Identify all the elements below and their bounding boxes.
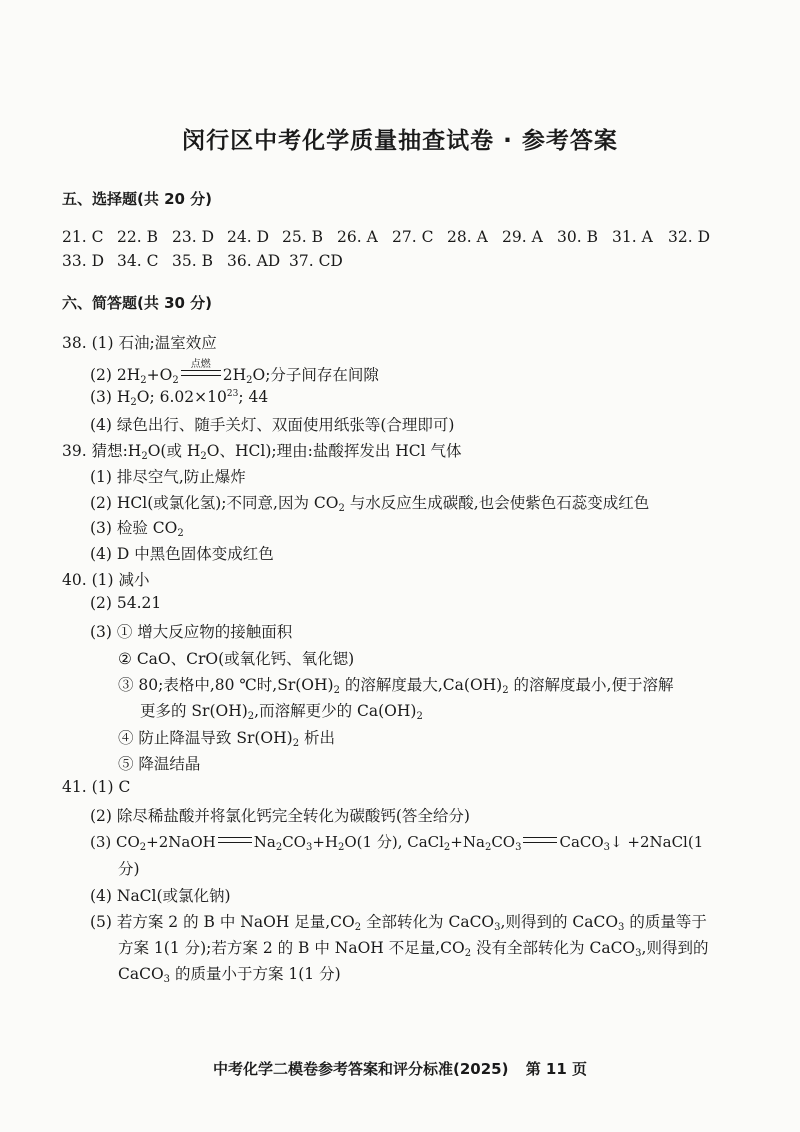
answer-text: 39. 猜想:H xyxy=(62,442,142,460)
q40-part-3-5: ⑤ 降温结晶 xyxy=(118,755,201,773)
page-title: 闵行区中考化学质量抽查试卷 · 参考答案 xyxy=(182,128,618,154)
subscript: 2 xyxy=(484,842,492,853)
mcq-answer: 30. B xyxy=(557,228,598,246)
mcq-answer: 35. B xyxy=(172,252,213,270)
answer-text: 方案 1(1 分);若方案 2 的 B 中 NaOH 不足量,CO xyxy=(118,939,465,957)
subscript: 2 xyxy=(177,528,184,539)
footer-text: 中考化学二模卷参考答案和评分标准(2025) xyxy=(212,1060,509,1078)
answer-text: ↓ +2NaCl(1 xyxy=(610,833,704,851)
answer-text: (3) H xyxy=(90,388,131,406)
mcq-answers-row-2 xyxy=(62,252,344,270)
mcq-answer: 33. D xyxy=(62,252,105,270)
answer-text: O(或 H xyxy=(147,442,201,460)
answer-text: +H xyxy=(312,833,338,851)
subscript: 3 xyxy=(305,842,313,853)
q40-part-3-4 xyxy=(118,726,335,749)
mcq-answer: 29. A xyxy=(502,228,543,246)
mcq-answer: 22. B xyxy=(117,228,158,246)
mcq-answer: 31. A xyxy=(612,228,653,246)
subscript: 2 xyxy=(246,375,253,386)
answer-text: 的溶解度最小,便于溶解 xyxy=(508,676,674,694)
q41-part-3-cont: 分) xyxy=(118,860,140,878)
q41-part-2: (2) 除尽稀盐酸并将氯化钙完全转化为碳酸钙(答全给分) xyxy=(90,807,470,825)
answer-text: 与水反应生成碳酸,也会使紫色石蕊变成红色 xyxy=(344,494,650,512)
subscript: 2 xyxy=(333,685,340,696)
mcq-answer: 23. D xyxy=(172,228,215,246)
mcq-answer: 25. B xyxy=(282,228,323,246)
answer-text: 析出 xyxy=(299,729,336,747)
answer-text: ③ 80;表格中,80 ℃时,Sr(OH) xyxy=(118,676,334,694)
q38-part-2 xyxy=(90,359,379,386)
mcq-answer: 36. AD xyxy=(227,252,281,270)
q40-part-2: (2) 54.21 xyxy=(90,594,162,612)
mcq-answer: 21. C xyxy=(62,228,104,246)
q39-heading xyxy=(62,439,462,462)
answer-text: O(1 分), CaCl xyxy=(344,833,444,851)
q39-part-4: (4) D 中黑色固体变成红色 xyxy=(90,545,274,563)
q41-part-5-cont-2 xyxy=(118,962,341,985)
q40-part-3-1: (3) ① 增大反应物的接触面积 xyxy=(90,623,293,641)
answer-text: ,而溶解更少的 Ca(OH) xyxy=(254,702,417,720)
q39-part-2 xyxy=(90,491,649,514)
subscript: 2 xyxy=(140,375,147,386)
q41-part-1: 41. (1) C xyxy=(62,778,131,796)
answer-text: +O xyxy=(146,366,173,384)
subscript: 3 xyxy=(163,974,171,985)
reaction-condition: 点燃 xyxy=(190,359,211,370)
equals-sign xyxy=(523,837,557,843)
subscript: 2 xyxy=(247,711,255,722)
subscript: 2 xyxy=(443,842,451,853)
subscript: 2 xyxy=(139,842,147,853)
answer-text: ; 44 xyxy=(238,388,269,406)
q38-part-3 xyxy=(90,388,268,408)
answer-text: (1) 石油;温室效应 xyxy=(91,334,217,352)
answer-text: CO xyxy=(282,833,306,851)
answer-text: +2NaOH xyxy=(146,833,216,851)
answer-text: 的质量小于方案 1(1 分) xyxy=(170,965,341,983)
q41-part-4: (4) NaCl(或氯化钠) xyxy=(90,887,231,905)
answer-text: ④ 防止降温导致 Sr(OH) xyxy=(118,729,293,747)
answer-text: CaCO xyxy=(559,833,604,851)
superscript: 23 xyxy=(226,389,239,399)
q39-part-1: (1) 排尽空气,防止爆炸 xyxy=(90,468,246,486)
subscript: 3 xyxy=(603,842,611,853)
q40-part-3-3 xyxy=(118,673,673,696)
mcq-answer: 32. D xyxy=(668,228,711,246)
subscript: 2 xyxy=(292,738,300,749)
answer-text: (2) 2H xyxy=(90,366,141,384)
subscript: 2 xyxy=(464,948,472,959)
subscript: 2 xyxy=(338,503,345,514)
equals-sign xyxy=(218,837,252,843)
answer-text: 没有全部转化为 CaCO xyxy=(471,939,636,957)
answer-text: (5) 若方案 2 的 B 中 NaOH 足量,CO xyxy=(90,913,355,931)
q41-part-3 xyxy=(90,831,703,853)
subscript: 3 xyxy=(618,922,625,933)
reaction-condition-sign xyxy=(181,359,221,384)
answer-text: ,则得到的 xyxy=(641,939,709,957)
page-footer xyxy=(0,1058,800,1079)
answer-text: O、HCl);理由:盐酸挥发出 HCl 气体 xyxy=(206,442,462,460)
answer-text: 全部转化为 CaCO xyxy=(361,913,495,931)
mcq-answer: 26. A xyxy=(337,228,378,246)
answer-text: 2H xyxy=(222,366,247,384)
answer-text: (2) HCl(或氯化氢);不同意,因为 CO xyxy=(90,494,339,512)
mcq-answers-row-1 xyxy=(62,228,728,246)
subscript: 3 xyxy=(515,842,522,853)
answer-text: 的溶解度最大,Ca(OH) xyxy=(339,676,503,694)
subscript: 2 xyxy=(338,842,345,853)
q40-part-3-2: ② CaO、CrO(或氧化钙、氧化锶) xyxy=(118,650,355,668)
q41-part-5-cont-1 xyxy=(118,936,708,959)
mcq-answer: 27. C xyxy=(392,228,434,246)
q39-part-3 xyxy=(90,516,184,539)
subscript: 2 xyxy=(200,451,207,462)
answer-text: CaCO xyxy=(118,965,164,983)
answer-text: Na xyxy=(253,833,276,851)
answer-text: 的质量等于 xyxy=(624,913,707,931)
answer-text: 更多的 Sr(OH) xyxy=(140,702,248,720)
subscript: 2 xyxy=(416,711,423,722)
subscript: 2 xyxy=(354,922,362,933)
section-6-heading: 六、简答题(共 30 分) xyxy=(62,294,213,312)
subscript: 3 xyxy=(635,948,642,959)
subscript: 3 xyxy=(494,922,501,933)
answer-text: O; 6.02×10 xyxy=(136,388,227,406)
subscript: 2 xyxy=(275,842,283,853)
mcq-answer: 24. D xyxy=(227,228,270,246)
mcq-answer: 28. A xyxy=(447,228,488,246)
subscript: 2 xyxy=(502,685,509,696)
answer-text: (3) 检验 CO xyxy=(90,519,178,537)
q40-part-1: 40. (1) 减小 xyxy=(62,571,150,589)
answer-text: (3) CO xyxy=(90,833,140,851)
mcq-answer: 37. CD xyxy=(289,252,343,270)
q41-part-5 xyxy=(90,910,707,933)
answer-text: O;分子间存在间隙 xyxy=(252,366,379,384)
subscript: 2 xyxy=(141,451,148,462)
question-number: 38. xyxy=(62,334,87,352)
q38-part-4: (4) 绿色出行、随手关灯、双面使用纸张等(合理即可) xyxy=(90,416,455,434)
answer-text: +Na xyxy=(450,833,485,851)
page-number: 第 11 页 xyxy=(525,1060,588,1078)
subscript: 2 xyxy=(172,375,179,386)
subscript: 2 xyxy=(130,397,137,408)
answer-text: CO xyxy=(491,833,516,851)
mcq-answer: 34. C xyxy=(117,252,159,270)
q38-part-1 xyxy=(62,331,217,353)
answer-text: ,则得到的 CaCO xyxy=(500,913,619,931)
section-5-heading: 五、选择题(共 20 分) xyxy=(62,190,213,208)
q40-part-3-3-cont xyxy=(140,699,423,722)
